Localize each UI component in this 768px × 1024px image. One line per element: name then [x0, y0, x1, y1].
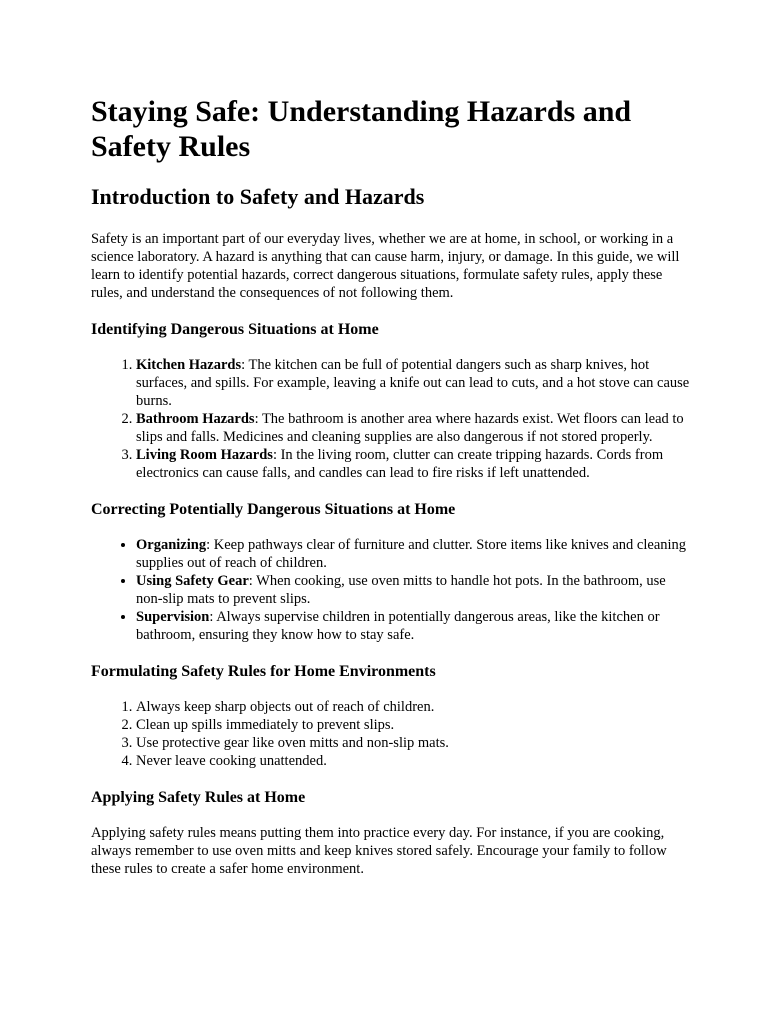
list-item-text: : The bathroom is another area where hazards exist. Wet floors can lead to slips and falls. Medicines and cleaning supplies are also dangerous if not stored properly. — [136, 411, 684, 445]
formulating-list — [91, 698, 691, 770]
list-item-term: Supervision — [136, 609, 210, 625]
list-item-text: : When cooking, use oven mitts to handle hot pots. In the bathroom, use non-slip mats to prevent slips. — [136, 573, 666, 607]
list-item-term: Using Safety Gear — [136, 573, 249, 589]
document-page — [91, 94, 691, 896]
list-item-text: : Always supervise children in potentially dangerous areas, like the kitchen or bathroom, ensuring they know how to stay safe. — [136, 609, 660, 643]
list-item: 4. Never leave cooking unattended. — [136, 752, 691, 770]
list-item-term: Organizing — [136, 537, 207, 553]
list-item: 3. Use protective gear like oven mitts and non-slip mats. — [136, 734, 691, 752]
intro-heading: Introduction to Safety and Hazards — [91, 184, 425, 209]
correcting-heading: Correcting Potentially Dangerous Situations at Home — [91, 501, 456, 518]
list-item — [136, 356, 691, 410]
identifying-list — [91, 356, 691, 482]
correcting-list — [91, 536, 691, 644]
list-item: 1. Always keep sharp objects out of reach of children. — [136, 698, 691, 716]
list-item-term: Living Room Hazards — [136, 447, 273, 463]
list-item — [136, 410, 691, 446]
list-item-term: Kitchen Hazards — [136, 357, 242, 373]
list-item — [136, 572, 691, 608]
applying-paragraph: Applying safety rules means putting them into practice every day. For instance, if you are cooking, always remember to use oven mitts and keep knives stored safely. Encourage your family to follow these rules to create a safer home environment. — [91, 825, 667, 877]
list-item — [136, 608, 691, 644]
list-item-text: : The kitchen can be full of potential dangers such as sharp knives, hot surfaces, and spills. For example, leaving a knife out can lead to cuts, and a hot stove can cause burns. — [136, 357, 690, 409]
document-title: Staying Safe: Understanding Hazards and Safety Rules — [91, 95, 632, 163]
applying-heading: Applying Safety Rules at Home — [91, 789, 306, 806]
list-item-text: : Keep pathways clear of furniture and clutter. Store items like knives and cleaning supplies out of reach of children. — [136, 537, 687, 571]
list-item — [136, 536, 691, 572]
list-item — [136, 446, 691, 482]
intro-paragraph: Safety is an important part of our everyday lives, whether we are at home, in school, or working in a science laboratory. A hazard is anything that can cause harm, injury, or damage. In this guide, we will learn to identify potential hazards, correct dangerous situations, formulate safety rules, apply these rules, and understand the consequences of not following them. — [91, 231, 680, 301]
identifying-heading: Identifying Dangerous Situations at Home — [91, 321, 379, 338]
list-item: 2. Clean up spills immediately to prevent slips. — [136, 716, 691, 734]
list-item-term: Bathroom Hazards — [136, 411, 255, 427]
list-item-text: : In the living room, clutter can create tripping hazards. Cords from electronics can cause falls, and candles can lead to fire risks if left unattended. — [136, 447, 664, 481]
formulating-heading: Formulating Safety Rules for Home Environments — [91, 663, 436, 680]
